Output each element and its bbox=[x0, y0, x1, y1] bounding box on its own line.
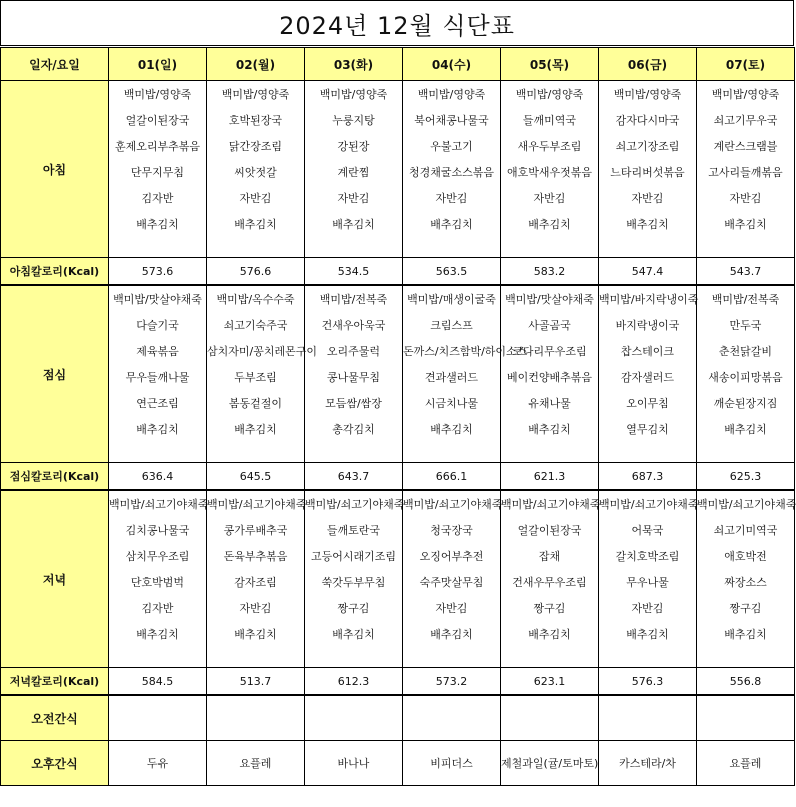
empty-cell bbox=[109, 442, 207, 463]
dinner-spacer-row bbox=[1, 647, 795, 668]
menu-item: 짱구김 bbox=[697, 595, 795, 621]
snack-item: 요플레 bbox=[697, 741, 795, 786]
empty-cell bbox=[501, 442, 599, 463]
menu-item: 콩나물무침 bbox=[305, 364, 403, 390]
empty-cell bbox=[599, 442, 697, 463]
menu-item: 새우두부조림 bbox=[501, 133, 599, 159]
menu-item: 강된장 bbox=[305, 133, 403, 159]
calorie-value: 625.3 bbox=[697, 463, 795, 491]
menu-item: 배추김치 bbox=[403, 416, 501, 442]
snack_am-row bbox=[1, 695, 795, 741]
menu-item: 사골곰국 bbox=[501, 312, 599, 338]
snack-item bbox=[599, 695, 697, 741]
menu-item: 무우나물 bbox=[599, 569, 697, 595]
menu-item: 백미밥/영양죽 bbox=[697, 81, 795, 108]
menu-item: 모듬쌈/쌈장 bbox=[305, 390, 403, 416]
menu-item: 감자샐러드 bbox=[599, 364, 697, 390]
day-header: 05(목) bbox=[501, 48, 599, 81]
meal-plan-table bbox=[0, 47, 795, 786]
menu-item: 배추김치 bbox=[599, 621, 697, 647]
menu-item: 열무김치 bbox=[599, 416, 697, 442]
menu-item: 갈치호박조림 bbox=[599, 543, 697, 569]
dinner-row bbox=[1, 595, 795, 621]
calorie-value: 687.3 bbox=[599, 463, 697, 491]
menu-item: 계란스크램블 bbox=[697, 133, 795, 159]
breakfast-row bbox=[1, 185, 795, 211]
empty-cell bbox=[305, 647, 403, 668]
menu-item: 자반김 bbox=[403, 185, 501, 211]
breakfast-row bbox=[1, 107, 795, 133]
menu-item: 계란찜 bbox=[305, 159, 403, 185]
snack-item bbox=[305, 695, 403, 741]
menu-item: 새송이피망볶음 bbox=[697, 364, 795, 390]
menu-item: 배추김치 bbox=[109, 621, 207, 647]
menu-item: 만두국 bbox=[697, 312, 795, 338]
menu-item: 백미밥/쇠고기야채죽 bbox=[697, 490, 795, 517]
snack-item bbox=[207, 695, 305, 741]
menu-item: 훈제오리부추볶음 bbox=[109, 133, 207, 159]
empty-cell bbox=[501, 647, 599, 668]
menu-item: 쇠고기무우국 bbox=[697, 107, 795, 133]
menu-item: 백미밥/영양죽 bbox=[501, 81, 599, 108]
empty-cell bbox=[403, 442, 501, 463]
calorie-value: 576.3 bbox=[599, 668, 697, 696]
menu-item: 돈까스/치즈함박/하이소스 bbox=[403, 338, 501, 364]
menu-item: 백미밥/쇠고기야채죽 bbox=[207, 490, 305, 517]
menu-item: 배추김치 bbox=[501, 211, 599, 237]
menu-item: 다슬기국 bbox=[109, 312, 207, 338]
menu-item: 김자반 bbox=[109, 595, 207, 621]
menu-item: 고등어시래기조림 bbox=[305, 543, 403, 569]
menu-item: 짱구김 bbox=[305, 595, 403, 621]
day-header: 06(금) bbox=[599, 48, 697, 81]
empty-cell bbox=[697, 442, 795, 463]
empty-cell bbox=[403, 237, 501, 258]
dinner-calorie-label: 저녁칼로리(Kcal) bbox=[1, 668, 109, 696]
menu-item: 총각김치 bbox=[305, 416, 403, 442]
menu-item: 청국장국 bbox=[403, 517, 501, 543]
calorie-value: 573.2 bbox=[403, 668, 501, 696]
snack_pm-label: 오후간식 bbox=[1, 741, 109, 786]
breakfast-row bbox=[1, 81, 795, 108]
menu-item: 크림스프 bbox=[403, 312, 501, 338]
day-header: 01(일) bbox=[109, 48, 207, 81]
day-header: 03(화) bbox=[305, 48, 403, 81]
empty-cell bbox=[305, 237, 403, 258]
menu-item: 제육볶음 bbox=[109, 338, 207, 364]
menu-item: 삼치무우조림 bbox=[109, 543, 207, 569]
menu-item: 얼갈이된장국 bbox=[501, 517, 599, 543]
menu-item: 숙주맛살무침 bbox=[403, 569, 501, 595]
empty-cell bbox=[207, 237, 305, 258]
menu-item: 배추김치 bbox=[109, 416, 207, 442]
menu-item: 봄동겉절이 bbox=[207, 390, 305, 416]
breakfast-row bbox=[1, 159, 795, 185]
menu-item: 배추김치 bbox=[697, 621, 795, 647]
snack-item bbox=[501, 695, 599, 741]
menu-item: 오리주물럭 bbox=[305, 338, 403, 364]
empty-cell bbox=[109, 647, 207, 668]
day-header: 02(월) bbox=[207, 48, 305, 81]
calorie-value: 621.3 bbox=[501, 463, 599, 491]
menu-item: 백미밥/영양죽 bbox=[305, 81, 403, 108]
empty-cell bbox=[599, 237, 697, 258]
menu-item: 백미밥/바지락냉이죽 bbox=[599, 285, 697, 312]
snack-item: 요플레 bbox=[207, 741, 305, 786]
menu-item: 유채나물 bbox=[501, 390, 599, 416]
empty-cell bbox=[207, 442, 305, 463]
empty-cell bbox=[599, 647, 697, 668]
menu-item: 깨순된장지짐 bbox=[697, 390, 795, 416]
page-title: 2024년 12월 식단표 bbox=[0, 0, 794, 46]
menu-item: 북어채콩나물국 bbox=[403, 107, 501, 133]
menu-item: 배추김치 bbox=[109, 211, 207, 237]
lunch-label: 점심 bbox=[1, 285, 109, 463]
snack_pm-row bbox=[1, 741, 795, 786]
menu-item: 우불고기 bbox=[403, 133, 501, 159]
calorie-value: 612.3 bbox=[305, 668, 403, 696]
menu-item: 자반김 bbox=[501, 185, 599, 211]
menu-item: 쇠고기미역국 bbox=[697, 517, 795, 543]
menu-item: 얼갈이된장국 bbox=[109, 107, 207, 133]
menu-item: 시금치나물 bbox=[403, 390, 501, 416]
menu-item: 단무지무침 bbox=[109, 159, 207, 185]
menu-item: 자반김 bbox=[697, 185, 795, 211]
menu-item: 어묵국 bbox=[599, 517, 697, 543]
snack-item: 비피더스 bbox=[403, 741, 501, 786]
menu-item: 고사리들깨볶음 bbox=[697, 159, 795, 185]
lunch-row bbox=[1, 416, 795, 442]
menu-item: 배추김치 bbox=[501, 621, 599, 647]
menu-item: 무우들깨나물 bbox=[109, 364, 207, 390]
calorie-value: 643.7 bbox=[305, 463, 403, 491]
empty-cell bbox=[501, 237, 599, 258]
menu-item: 짱구김 bbox=[501, 595, 599, 621]
day-header: 07(토) bbox=[697, 48, 795, 81]
lunch-row bbox=[1, 364, 795, 390]
snack-item bbox=[697, 695, 795, 741]
menu-item: 백미밥/전복죽 bbox=[305, 285, 403, 312]
menu-item: 자반김 bbox=[207, 595, 305, 621]
menu-item: 삼치자미/꽁치레몬구이 bbox=[207, 338, 305, 364]
calorie-value: 543.7 bbox=[697, 258, 795, 286]
menu-item: 김치콩나물국 bbox=[109, 517, 207, 543]
calorie-value: 556.8 bbox=[697, 668, 795, 696]
menu-item: 감자조림 bbox=[207, 569, 305, 595]
menu-item: 백미밥/맛살야채죽 bbox=[109, 285, 207, 312]
lunch-row bbox=[1, 338, 795, 364]
menu-item: 씨앗젓갈 bbox=[207, 159, 305, 185]
dinner-label: 저녁 bbox=[1, 490, 109, 668]
menu-item: 느타리버섯볶음 bbox=[599, 159, 697, 185]
menu-item: 배추김치 bbox=[697, 211, 795, 237]
calorie-value: 576.6 bbox=[207, 258, 305, 286]
menu-item: 연근조림 bbox=[109, 390, 207, 416]
calorie-value: 666.1 bbox=[403, 463, 501, 491]
calorie-value: 636.4 bbox=[109, 463, 207, 491]
lunch-calorie-row bbox=[1, 463, 795, 491]
menu-item: 배추김치 bbox=[403, 211, 501, 237]
calorie-value: 583.2 bbox=[501, 258, 599, 286]
menu-item: 들깨미역국 bbox=[501, 107, 599, 133]
breakfast-label: 아침 bbox=[1, 81, 109, 258]
menu-item: 배추김치 bbox=[501, 416, 599, 442]
breakfast-calorie-row bbox=[1, 258, 795, 286]
menu-item: 백미밥/옥수수죽 bbox=[207, 285, 305, 312]
calorie-value: 513.7 bbox=[207, 668, 305, 696]
calorie-value: 623.1 bbox=[501, 668, 599, 696]
menu-item: 백미밥/영양죽 bbox=[207, 81, 305, 108]
empty-cell bbox=[207, 647, 305, 668]
menu-item: 단호박범벅 bbox=[109, 569, 207, 595]
lunch-row bbox=[1, 390, 795, 416]
menu-item: 오이무침 bbox=[599, 390, 697, 416]
menu-item: 콩가루배추국 bbox=[207, 517, 305, 543]
menu-item: 애호박새우젓볶음 bbox=[501, 159, 599, 185]
dinner-row bbox=[1, 490, 795, 517]
snack-item: 카스테라/차 bbox=[599, 741, 697, 786]
menu-item: 백미밥/쇠고기야채죽 bbox=[599, 490, 697, 517]
breakfast-calorie-label: 아침칼로리(Kcal) bbox=[1, 258, 109, 286]
dinner-calorie-row bbox=[1, 668, 795, 696]
snack-item: 제철과일(귤/토마토) bbox=[501, 741, 599, 786]
menu-item: 호박된장국 bbox=[207, 107, 305, 133]
dinner-row bbox=[1, 569, 795, 595]
lunch-row bbox=[1, 312, 795, 338]
menu-item: 배추김치 bbox=[207, 211, 305, 237]
menu-item: 백미밥/쇠고기야채죽 bbox=[403, 490, 501, 517]
menu-item: 베이컨양배추볶음 bbox=[501, 364, 599, 390]
snack-item: 두유 bbox=[109, 741, 207, 786]
menu-item: 닭간장조림 bbox=[207, 133, 305, 159]
header-label: 일자/요일 bbox=[1, 48, 109, 81]
menu-item: 백미밥/쇠고기야채죽 bbox=[501, 490, 599, 517]
snack-item bbox=[403, 695, 501, 741]
menu-item: 백미밥/맛살야채죽 bbox=[501, 285, 599, 312]
menu-item: 배추김치 bbox=[207, 621, 305, 647]
menu-item: 찹스테이크 bbox=[599, 338, 697, 364]
menu-item: 애호박전 bbox=[697, 543, 795, 569]
menu-item: 들깨토란국 bbox=[305, 517, 403, 543]
menu-item: 건새우무우조림 bbox=[501, 569, 599, 595]
menu-item: 배추김치 bbox=[207, 416, 305, 442]
menu-item: 코다리무우조림 bbox=[501, 338, 599, 364]
menu-item: 건새우아욱국 bbox=[305, 312, 403, 338]
menu-item: 쑥갓두부무침 bbox=[305, 569, 403, 595]
menu-item: 자반김 bbox=[599, 595, 697, 621]
menu-item: 백미밥/쇠고기야채죽 bbox=[109, 490, 207, 517]
menu-item: 오징어부추전 bbox=[403, 543, 501, 569]
menu-item: 돈육부추볶음 bbox=[207, 543, 305, 569]
menu-item: 짜장소스 bbox=[697, 569, 795, 595]
menu-item: 청경채굴소스볶음 bbox=[403, 159, 501, 185]
calorie-value: 584.5 bbox=[109, 668, 207, 696]
calorie-value: 645.5 bbox=[207, 463, 305, 491]
menu-item: 자반김 bbox=[599, 185, 697, 211]
header-row bbox=[1, 48, 795, 81]
menu-item: 바지락냉이국 bbox=[599, 312, 697, 338]
menu-item: 두부조림 bbox=[207, 364, 305, 390]
menu-item: 배추김치 bbox=[305, 211, 403, 237]
empty-cell bbox=[109, 237, 207, 258]
menu-item: 김자반 bbox=[109, 185, 207, 211]
breakfast-row bbox=[1, 211, 795, 237]
empty-cell bbox=[403, 647, 501, 668]
menu-item: 백미밥/영양죽 bbox=[403, 81, 501, 108]
empty-cell bbox=[305, 442, 403, 463]
empty-cell bbox=[697, 647, 795, 668]
dinner-row bbox=[1, 621, 795, 647]
menu-item: 배추김치 bbox=[403, 621, 501, 647]
menu-item: 누룽지탕 bbox=[305, 107, 403, 133]
menu-item: 쇠고기장조림 bbox=[599, 133, 697, 159]
menu-item: 백미밥/전복죽 bbox=[697, 285, 795, 312]
menu-item: 배추김치 bbox=[599, 211, 697, 237]
menu-item: 쇠고기숙주국 bbox=[207, 312, 305, 338]
snack_am-label: 오전간식 bbox=[1, 695, 109, 741]
breakfast-spacer-row bbox=[1, 237, 795, 258]
menu-item: 자반김 bbox=[305, 185, 403, 211]
lunch-calorie-label: 점심칼로리(Kcal) bbox=[1, 463, 109, 491]
menu-item: 백미밥/영양죽 bbox=[599, 81, 697, 108]
menu-item: 백미밥/매생이굴죽 bbox=[403, 285, 501, 312]
dinner-row bbox=[1, 543, 795, 569]
menu-item: 자반김 bbox=[403, 595, 501, 621]
menu-item: 견과샐러드 bbox=[403, 364, 501, 390]
calorie-value: 563.5 bbox=[403, 258, 501, 286]
breakfast-row bbox=[1, 133, 795, 159]
menu-item: 백미밥/영양죽 bbox=[109, 81, 207, 108]
menu-item: 감자다시마국 bbox=[599, 107, 697, 133]
calorie-value: 534.5 bbox=[305, 258, 403, 286]
calorie-value: 573.6 bbox=[109, 258, 207, 286]
empty-cell bbox=[697, 237, 795, 258]
dinner-row bbox=[1, 517, 795, 543]
snack-item bbox=[109, 695, 207, 741]
snack-item: 바나나 bbox=[305, 741, 403, 786]
menu-item: 자반김 bbox=[207, 185, 305, 211]
menu-item: 백미밥/쇠고기야채죽 bbox=[305, 490, 403, 517]
lunch-row bbox=[1, 285, 795, 312]
calorie-value: 547.4 bbox=[599, 258, 697, 286]
menu-item: 잡채 bbox=[501, 543, 599, 569]
menu-item: 배추김치 bbox=[697, 416, 795, 442]
menu-item: 춘천닭갈비 bbox=[697, 338, 795, 364]
lunch-spacer-row bbox=[1, 442, 795, 463]
menu-item: 배추김치 bbox=[305, 621, 403, 647]
day-header: 04(수) bbox=[403, 48, 501, 81]
